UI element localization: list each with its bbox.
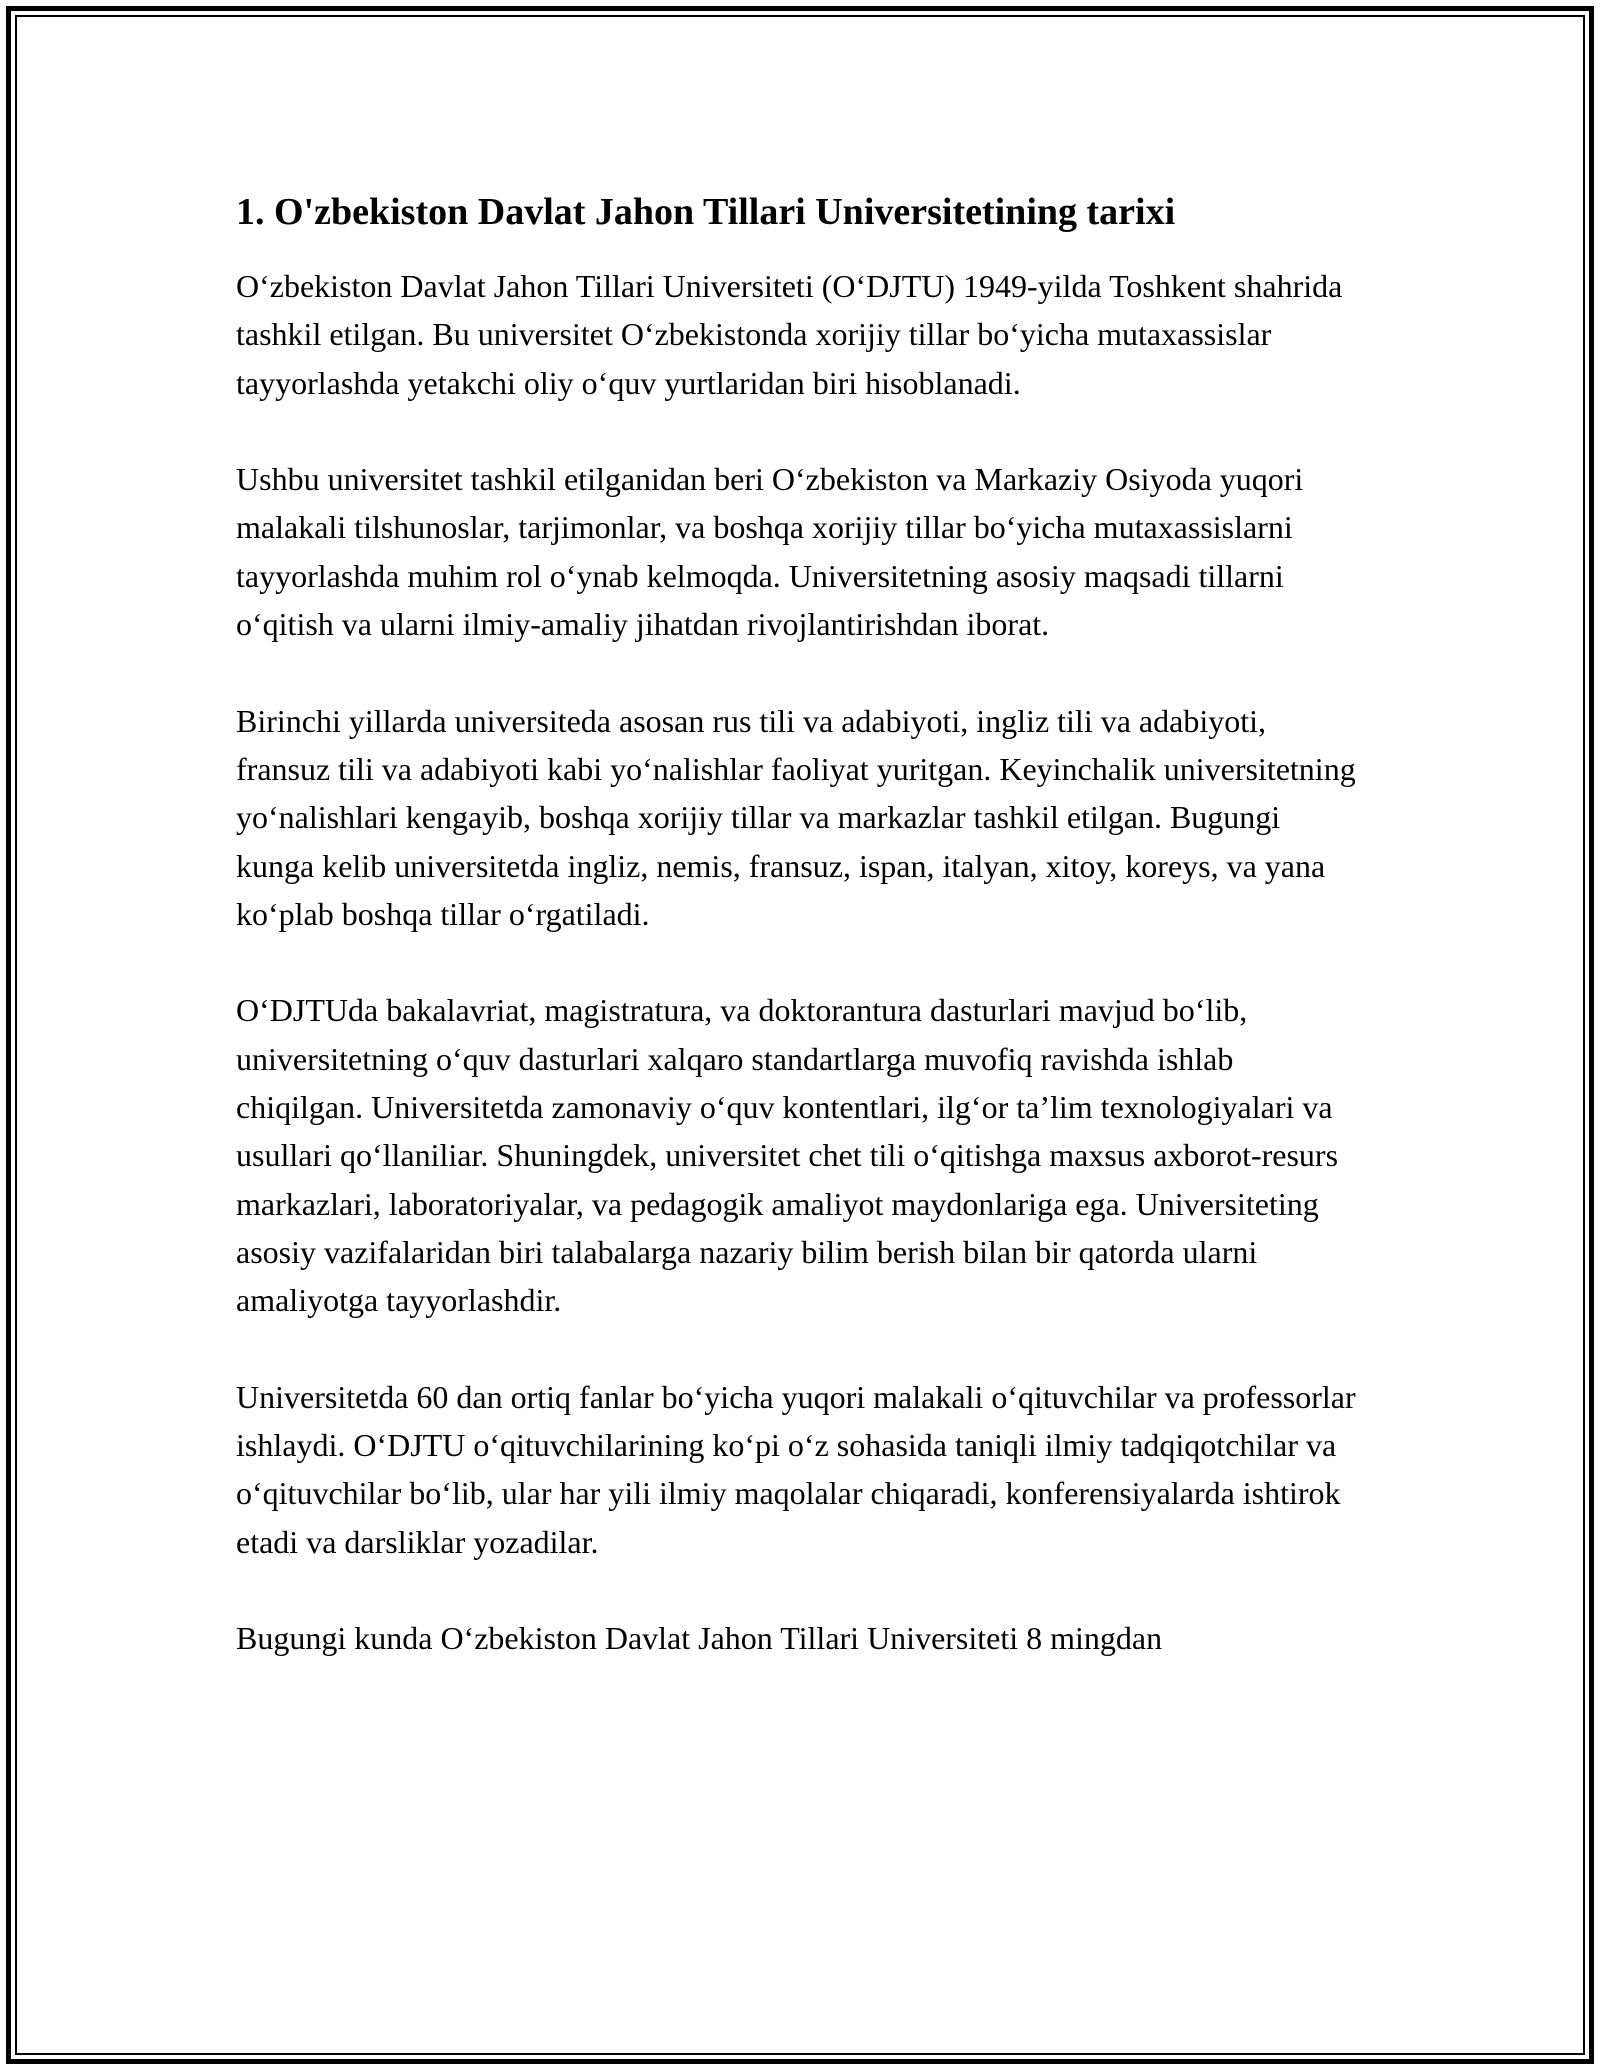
paragraph-today: Bugungi kunda O‘zbekiston Davlat Jahon Tillari Universiteti 8 mingdan (236, 1620, 1163, 1657)
paragraph-founding: O‘zbekiston Davlat Jahon Tillari Universiteti (O‘DJTU) 1949-yilda Toshkent shahrida tashkil etilgan. Bu universitet O‘zbekistonda xorijiy tillar bo‘yicha mutaxassislar tayyorlashda yetakchi oliy o‘quv yurtlaridan biri hisoblanadi. (236, 268, 1343, 401)
document-body (236, 188, 1366, 1663)
section-heading: 1. O'zbekiston Davlat Jahon Tillari Universitetining tarixi (236, 191, 1176, 233)
paragraph-mission: Ushbu universitet tashkil etilganidan beri O‘zbekiston va Markaziy Osiyoda yuqori malakali tilshunoslar, tarjimonlar, va boshqa xorijiy tillar bo‘yicha mutaxassislarni tayyorlashda muhim rol o‘ynab kelmoqda. Universitetning asosiy maqsadi tillarni o‘qitish va ularni ilmiy-amaliy jihatdan rivojlantirishdan iborat. (236, 461, 1304, 643)
paragraph-faculty: Universitetda 60 dan ortiq fanlar bo‘yicha yuqori malakali o‘qituvchilar va professorlar ishlaydi. O‘DJTU o‘qituvchilarining ko‘pi o‘z sohasida taniqli ilmiy tadqiqotchilar va o‘qituvchilar bo‘lib, ular har yili ilmiy maqolalar chiqaradi, konferensiyalarda ishtirok etadi va darsliklar yozadilar. (236, 1378, 1356, 1560)
paragraph-early-years: Birinchi yillarda universiteda asosan rus tili va adabiyoti, ingliz tili va adabiyoti, fransuz tili va adabiyoti kabi yo‘nalishlar faoliyat yuritgan. Keyinchalik universitetning yo‘nalishlari kengayib, boshqa xorijiy tillar va markazlar tashkil etilgan. Bugungi kunga kelib universitetda ingliz, nemis, fransuz, ispan, italyan, xitoy, koreys, va yana ko‘plab boshqa tillar o‘rgatiladi. (236, 702, 1356, 932)
paragraph-programs: O‘DJTUda bakalavriat, magistratura, va doktorantura dasturlari mavjud bo‘lib, universitetning o‘quv dasturlari xalqaro standartlarga muvofiq ravishda ishlab chiqilgan. Universitetda zamonaviy o‘quv kontentlari, ilg‘or ta’lim texnologiyalari va usullari qo‘llaniliar. Shuningdek, universitet chet tili o‘qitishga maxsus axborot-resurs markazlari, laboratoriyalar, va pedagogik amaliyot maydonlariga ega. Universiteting asosiy vazifalaridan biri talabalarga nazariy bilim berish bilan bir qatorda ularni amaliyotga tayyorlashdir. (236, 992, 1339, 1319)
